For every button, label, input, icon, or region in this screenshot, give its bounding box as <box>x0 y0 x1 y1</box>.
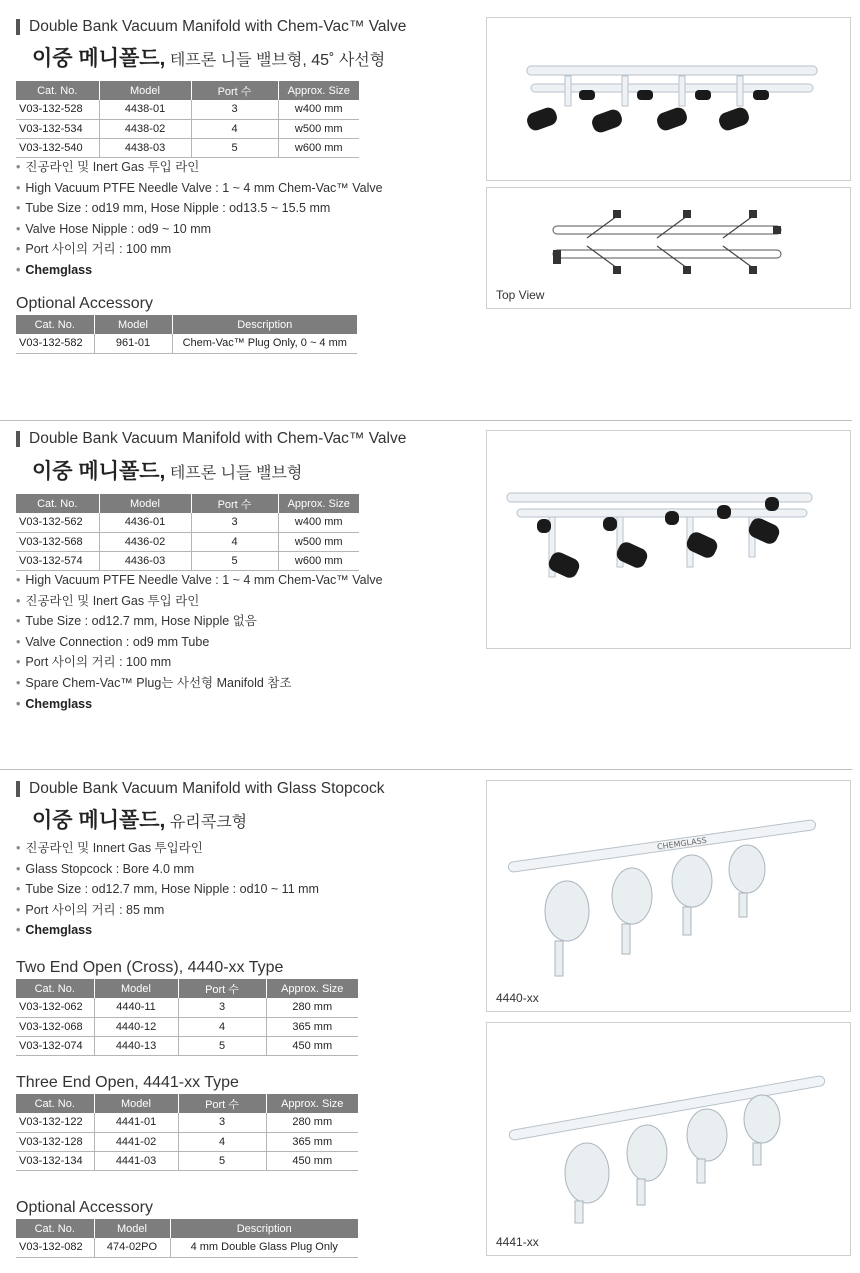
feature-item: • 진공라인 및 Inert Gas 투입 라인 <box>16 591 383 612</box>
cell-port: 3 <box>178 998 266 1017</box>
section2-title-en <box>16 430 406 448</box>
feature-item-brand: • Chemglass <box>16 694 383 715</box>
feature-item: • Tube Size : od12.7 mm, Hose Nipple 없음 <box>16 611 383 632</box>
cell-model: 4438-01 <box>99 100 191 119</box>
col-size: Approx. Size <box>278 81 359 100</box>
col-model: Model <box>94 1094 178 1113</box>
cell-size: w400 mm <box>278 513 359 532</box>
section3-title-ko-sub: 유리콕크형 <box>169 814 248 831</box>
table-row <box>16 138 359 157</box>
cell-port: 4 <box>191 119 278 138</box>
section2-title-ko-sub: 테프론 니들 밸브형 <box>169 465 303 482</box>
feature-item: • Spare Chem-Vac™ Plug는 사선형 Manifold 참조 <box>16 673 383 694</box>
section-divider <box>0 420 852 421</box>
feature-item: • Valve Hose Nipple : od9 ~ 10 mm <box>16 219 383 240</box>
cell-cat-no: V03-132-574 <box>16 551 99 570</box>
col-cat-no: Cat. No. <box>16 1219 94 1238</box>
section1-product-image <box>486 17 851 181</box>
table-row <box>16 513 359 532</box>
cell-cat-no: V03-132-582 <box>16 334 94 353</box>
cell-model: 4441-03 <box>94 1151 178 1170</box>
section3-type2-title: Three End Open, 4441-xx Type <box>16 1074 239 1091</box>
cell-cat-no: V03-132-562 <box>16 513 99 532</box>
cell-size: w600 mm <box>278 551 359 570</box>
cell-model: 4438-03 <box>99 138 191 157</box>
cell-size: 280 mm <box>266 1113 358 1132</box>
table-row <box>16 1151 358 1170</box>
cell-cat-no: V03-132-128 <box>16 1132 94 1151</box>
section1-title-ko-sub: 테프론 니들 밸브형, 45˚ 사선형 <box>169 52 386 69</box>
section3-accessory-title: Optional Accessory <box>16 1199 153 1216</box>
section1-title-en <box>16 18 406 36</box>
feature-item: • 진공라인 및 Innert Gas 투입라인 <box>16 838 319 859</box>
cell-size: 365 mm <box>266 1017 358 1036</box>
col-description: Description <box>172 315 357 334</box>
col-cat-no: Cat. No. <box>16 81 99 100</box>
image-caption-4440: 4440-xx <box>496 991 539 1005</box>
section1-title-en-text: Double Bank Vacuum Manifold with Chem-Vac™ Valve <box>29 18 407 35</box>
section1-title-ko-main: 이중 메니폴드, <box>32 47 166 70</box>
cell-cat-no: V03-132-134 <box>16 1151 94 1170</box>
cell-port: 4 <box>178 1132 266 1151</box>
cell-size: 450 mm <box>266 1151 358 1170</box>
cell-size: w500 mm <box>278 119 359 138</box>
cell-model: 4438-02 <box>99 119 191 138</box>
cell-size: w400 mm <box>278 100 359 119</box>
cell-size: 450 mm <box>266 1036 358 1055</box>
title-bar <box>16 19 20 35</box>
cell-size: 365 mm <box>266 1132 358 1151</box>
table-row <box>16 1113 358 1132</box>
section2-title-ko-main: 이중 메니폴드, <box>32 460 166 483</box>
cell-cat-no: V03-132-062 <box>16 998 94 1017</box>
cell-cat-no: V03-132-534 <box>16 119 99 138</box>
feature-item: • Tube Size : od19 mm, Hose Nipple : od13.5 ~ 15.5 mm <box>16 198 383 219</box>
col-port: Port 수 <box>178 979 266 998</box>
cell-model: 4436-01 <box>99 513 191 532</box>
col-cat-no: Cat. No. <box>16 1094 94 1113</box>
table-row <box>16 119 359 138</box>
cell-model: 4440-13 <box>94 1036 178 1055</box>
feature-item: • 진공라인 및 Inert Gas 투입 라인 <box>16 157 383 178</box>
cell-port: 5 <box>178 1036 266 1055</box>
top-view-illustration <box>487 188 850 288</box>
col-model: Model <box>94 979 178 998</box>
section1-top-view-image <box>486 187 851 309</box>
section1-accessory-title: Optional Accessory <box>16 295 153 312</box>
col-model: Model <box>94 315 172 334</box>
top-view-caption: Top View <box>496 288 545 302</box>
brand-mark: CHEMGLASS <box>656 835 708 852</box>
section3-type1-table <box>16 979 358 1056</box>
cell-model: 4441-01 <box>94 1113 178 1132</box>
col-size: Approx. Size <box>266 979 358 998</box>
col-port: Port 수 <box>178 1094 266 1113</box>
title-bar <box>16 431 20 447</box>
section1-accessory-table <box>16 315 357 354</box>
col-model: Model <box>94 1219 170 1238</box>
image-caption-4441: 4441-xx <box>496 1235 539 1249</box>
section3-type1-title: Two End Open (Cross), 4440-xx Type <box>16 959 284 976</box>
col-port: Port 수 <box>191 494 278 513</box>
section3-4440-image <box>486 780 851 1012</box>
col-model: Model <box>99 81 191 100</box>
feature-item: • High Vacuum PTFE Needle Valve : 1 ~ 4 mm Chem-Vac™ Valve <box>16 178 383 199</box>
col-cat-no: Cat. No. <box>16 494 99 513</box>
table-row <box>16 1017 358 1036</box>
table-row <box>16 334 357 353</box>
feature-item: • Tube Size : od12.7 mm, Hose Nipple : od10 ~ 11 mm <box>16 879 319 900</box>
cell-port: 5 <box>191 551 278 570</box>
section3-title-ko <box>32 804 247 834</box>
section3-accessory-table <box>16 1219 358 1258</box>
section2-product-image <box>486 430 851 649</box>
manifold-illustration <box>487 18 850 180</box>
feature-item: • Port 사이의 거리 : 100 mm <box>16 239 383 260</box>
section2-features <box>16 570 383 714</box>
col-port: Port 수 <box>191 81 278 100</box>
section-divider <box>0 769 852 770</box>
cell-model: 4440-12 <box>94 1017 178 1036</box>
feature-item-brand: • Chemglass <box>16 260 383 281</box>
cell-description: 4 mm Double Glass Plug Only <box>170 1238 358 1257</box>
section1-spec-table <box>16 81 359 158</box>
section1-features <box>16 157 383 281</box>
col-size: Approx. Size <box>266 1094 358 1113</box>
stopcock-manifold-illustration <box>487 1023 850 1228</box>
cell-port: 4 <box>178 1017 266 1036</box>
col-cat-no: Cat. No. <box>16 315 94 334</box>
table-row <box>16 532 359 551</box>
title-bar <box>16 781 20 797</box>
table-row <box>16 100 359 119</box>
cell-cat-no: V03-132-082 <box>16 1238 94 1257</box>
cell-size: w500 mm <box>278 532 359 551</box>
cell-port: 3 <box>191 100 278 119</box>
cell-model: 961-01 <box>94 334 172 353</box>
cell-cat-no: V03-132-568 <box>16 532 99 551</box>
feature-item: • Valve Connection : od9 mm Tube <box>16 632 383 653</box>
cell-model: 4436-02 <box>99 532 191 551</box>
table-row <box>16 998 358 1017</box>
cell-model: 474-02PO <box>94 1238 170 1257</box>
manifold-illustration <box>487 431 850 648</box>
cell-cat-no: V03-132-528 <box>16 100 99 119</box>
cell-model: 4440-11 <box>94 998 178 1017</box>
feature-item: • High Vacuum PTFE Needle Valve : 1 ~ 4 mm Chem-Vac™ Valve <box>16 570 383 591</box>
stopcock-manifold-illustration <box>487 781 850 986</box>
section2-title-ko <box>32 455 302 485</box>
section3-4441-image <box>486 1022 851 1256</box>
cell-port: 4 <box>191 532 278 551</box>
table-row <box>16 551 359 570</box>
cell-port: 3 <box>191 513 278 532</box>
table-row <box>16 1036 358 1055</box>
cell-size: w600 mm <box>278 138 359 157</box>
col-cat-no: Cat. No. <box>16 979 94 998</box>
section2-title-en-text: Double Bank Vacuum Manifold with Chem-Vac™ Valve <box>29 430 407 447</box>
section3-title-ko-main: 이중 메니폴드, <box>32 809 166 832</box>
cell-cat-no: V03-132-074 <box>16 1036 94 1055</box>
section2-spec-table <box>16 494 359 571</box>
table-row <box>16 1132 358 1151</box>
section3-title-en-text: Double Bank Vacuum Manifold with Glass Stopcock <box>29 780 385 797</box>
col-model: Model <box>99 494 191 513</box>
feature-item: • Glass Stopcock : Bore 4.0 mm <box>16 859 319 880</box>
cell-cat-no: V03-132-122 <box>16 1113 94 1132</box>
feature-item: • Port 사이의 거리 : 100 mm <box>16 652 383 673</box>
cell-cat-no: V03-132-540 <box>16 138 99 157</box>
col-size: Approx. Size <box>278 494 359 513</box>
table-row <box>16 1238 358 1257</box>
section3-title-en <box>16 780 385 798</box>
cell-model: 4436-03 <box>99 551 191 570</box>
feature-item: • Port 사이의 거리 : 85 mm <box>16 900 319 921</box>
feature-item-brand: • Chemglass <box>16 920 319 941</box>
cell-model: 4441-02 <box>94 1132 178 1151</box>
section3-type2-table <box>16 1094 358 1171</box>
cell-port: 5 <box>191 138 278 157</box>
cell-cat-no: V03-132-068 <box>16 1017 94 1036</box>
cell-port: 3 <box>178 1113 266 1132</box>
cell-size: 280 mm <box>266 998 358 1017</box>
section3-features <box>16 838 319 941</box>
section1-title-ko <box>32 42 385 72</box>
col-description: Description <box>170 1219 358 1238</box>
cell-description: Chem-Vac™ Plug Only, 0 ~ 4 mm <box>172 334 357 353</box>
cell-port: 5 <box>178 1151 266 1170</box>
